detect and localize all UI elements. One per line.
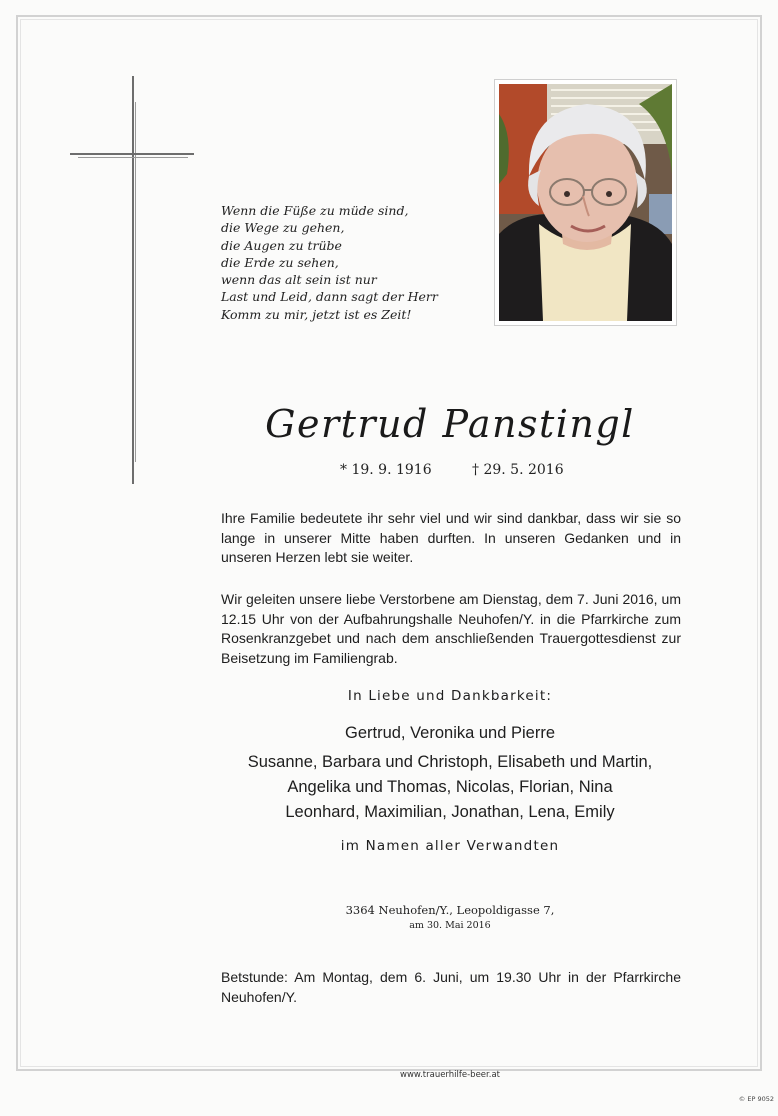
address-block	[200, 903, 700, 933]
cross-horizontal-line	[78, 157, 188, 158]
cross-vertical-line	[135, 102, 136, 462]
website-link[interactable]: www.trauerhilfe-beer.at	[400, 1070, 500, 1080]
poem-line: die Augen zu trübe	[221, 237, 342, 253]
poem-line: wenn das alt sein ist nur	[221, 272, 377, 288]
mourners-heading: In Liebe und Dankbarkeit:	[347, 688, 553, 704]
poem-line: Last und Leid, dann sagt der Herr	[221, 289, 438, 305]
cross-horizontal-bar	[70, 153, 194, 155]
betstunde-notice: Betstunde: Am Montag, dem 6. Juni, um 19.30 Uhr in der Pfarrkirche Neuhofen/Y.	[221, 969, 681, 1005]
mourners-line-3: Angelika und Thomas, Nicolas, Florian, Nina	[287, 778, 613, 796]
portrait-image	[499, 84, 672, 321]
mourners-line-2: Susanne, Barbara und Christoph, Elisabeth und Martin,	[247, 753, 653, 771]
deceased-name: Gertrud Panstingl	[265, 402, 635, 446]
poem-line: die Wege zu gehen,	[221, 220, 345, 236]
funeral-details-paragraph: Wir geleiten unsere liebe Verstorbene am Dienstag, dem 7. Juni 2016, um 12.15 Uhr von der Aufbahrungshalle Neuhofen/Y. in die Pfarrkirche zum Rosenkranzgebet und nach dem anschließenden Trauergottesdienst zur Beisetzung im Familiengrab.	[221, 591, 681, 666]
poem-line: Wenn die Füße zu müde sind,	[221, 203, 409, 218]
print-code: © EP 9052	[738, 1095, 774, 1103]
poem-line: die Erde zu sehen,	[221, 254, 339, 270]
poem	[221, 202, 481, 323]
tribute-paragraph: Ihre Familie bedeutete ihr sehr viel und wir sind dankbar, dass wir sie so lange in unserer Mitte haben durften. In unseren Gedanken und in unseren Herzen lebt sie weiter.	[221, 510, 681, 565]
address-line: 3364 Neuhofen/Y., Leopoldigasse 7,	[345, 903, 555, 917]
cross-vertical-bar	[132, 76, 134, 484]
death-date: † 29. 5. 2016	[472, 462, 564, 478]
portrait-photo	[494, 79, 677, 326]
mourners-line-1: Gertrud, Veronika und Pierre	[344, 724, 556, 742]
poem-line: Komm zu mir, jetzt ist es Zeit!	[221, 306, 412, 322]
address-date: am 30. Mai 2016	[409, 920, 491, 931]
mourners-line-4: Leonhard, Maximilian, Jonathan, Lena, Emily	[285, 803, 615, 821]
birth-date: * 19. 9. 1916	[340, 462, 432, 478]
mourners-footer: im Namen aller Verwandten	[340, 838, 560, 854]
